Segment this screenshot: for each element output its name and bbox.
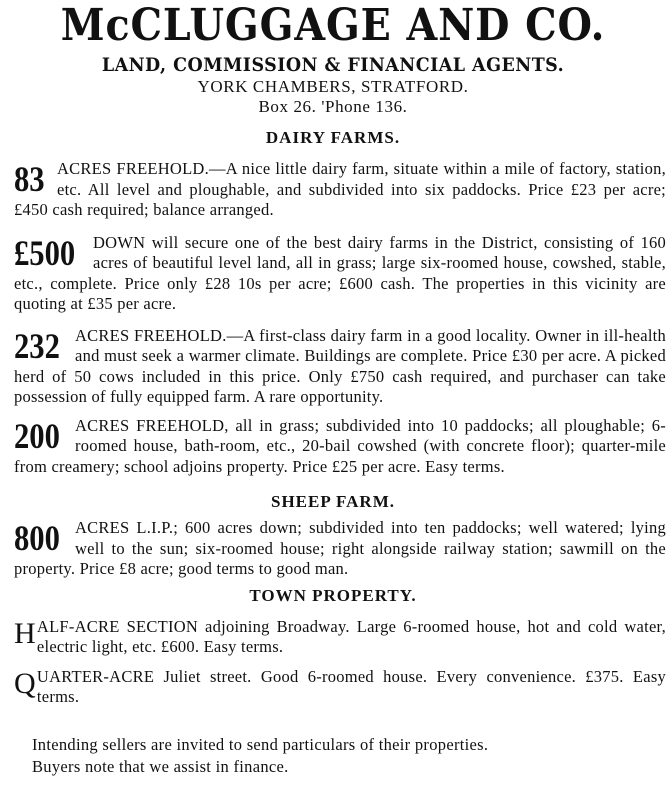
listing-number: 232 [14,325,60,366]
listing-text: ACRES FREEHOLD.—A nice little dairy farm, situate within a mile of factory, station, etc. All level and ploughable, and subdivided into six paddocks. Price £23 per acre; £450 cash required; balance arranged. [14,159,666,219]
firm-name: McCLUGGAGE AND CO. [60,0,606,51]
listing-half-acre-section [14,617,666,658]
listing-number: 200 [14,415,60,456]
firm-address: YORK CHAMBERS, STRATFORD. [197,77,469,96]
listing-text: ACRES L.I.P.; 600 acres down; subdivided into ten paddocks; well watered; lying well to the sun; six-roomed house; right alongside railway station; sawmill on the property. Price £8 acre; good terms to good man. [14,518,666,578]
listing-number: £500 [14,232,76,273]
listing-232-acres [14,326,666,408]
listing-number: 800 [14,518,60,558]
listing-800-acres [14,518,666,580]
drop-cap: H [14,616,36,650]
section-heading-town-property: TOWN PROPERTY. [249,585,417,605]
listing-text: DOWN will secure one of the best dairy farms in the District, consisting of 160 acres of beautiful level land, all in grass; large six-roomed house, cowshed, stable, etc., complete. Price only £28 10s per acre; £600 cash. The properties in this vicinity are quoting at £35 per acre. [14,232,666,313]
listing-text: ACRES FREEHOLD, all in grass; subdivided into 10 paddocks; all ploughable; 6-roomed house, bath-room, etc., 20-bail cowshed (with concrete floor); quarter-mile from creamery; school adjoins property. Price £25 per acre. Easy terms. [14,415,666,476]
firm-description: LAND, COMMISSION & FINANCIAL AGENTS. [101,54,565,76]
firm-contact: Box 26. 'Phone 136. [258,97,408,116]
listing-quarter-acre [14,667,666,708]
listing-83-acres [14,159,666,221]
footer-line-buyers: Buyers note that we assist in finance. [32,756,289,776]
listing-text: UARTER-ACRE Juliet street. Good 6-roomed house. Every convenience. £375. Easy terms. [36,666,666,706]
footer-line-sellers: Intending sellers are invited to send particulars of their properties. [32,734,489,754]
listing-text: ALF-ACRE SECTION adjoining Broadway. Large 6-roomed house, hot and cold water, electric light, etc. £600. Easy terms. [36,616,666,656]
listing-text: ACRES FREEHOLD.—A first-class dairy farm in a good locality. Owner in ill-health and must seek a warmer climate. Buildings are complete. Price £30 per acre. A picked herd of 50 cows included in this price. Only £750 cash required, and purchaser can take possession of fully equipped farm. A rare opportunity. [14,325,666,406]
listing-number: 83 [14,159,45,199]
footer-notes [14,734,666,778]
drop-cap: Q [14,666,36,700]
listing-500-down [14,233,666,315]
section-heading-sheep-farm: SHEEP FARM. [270,492,396,511]
listing-200-acres [14,416,666,478]
section-heading-dairy-farms: DAIRY FARMS. [265,128,401,147]
